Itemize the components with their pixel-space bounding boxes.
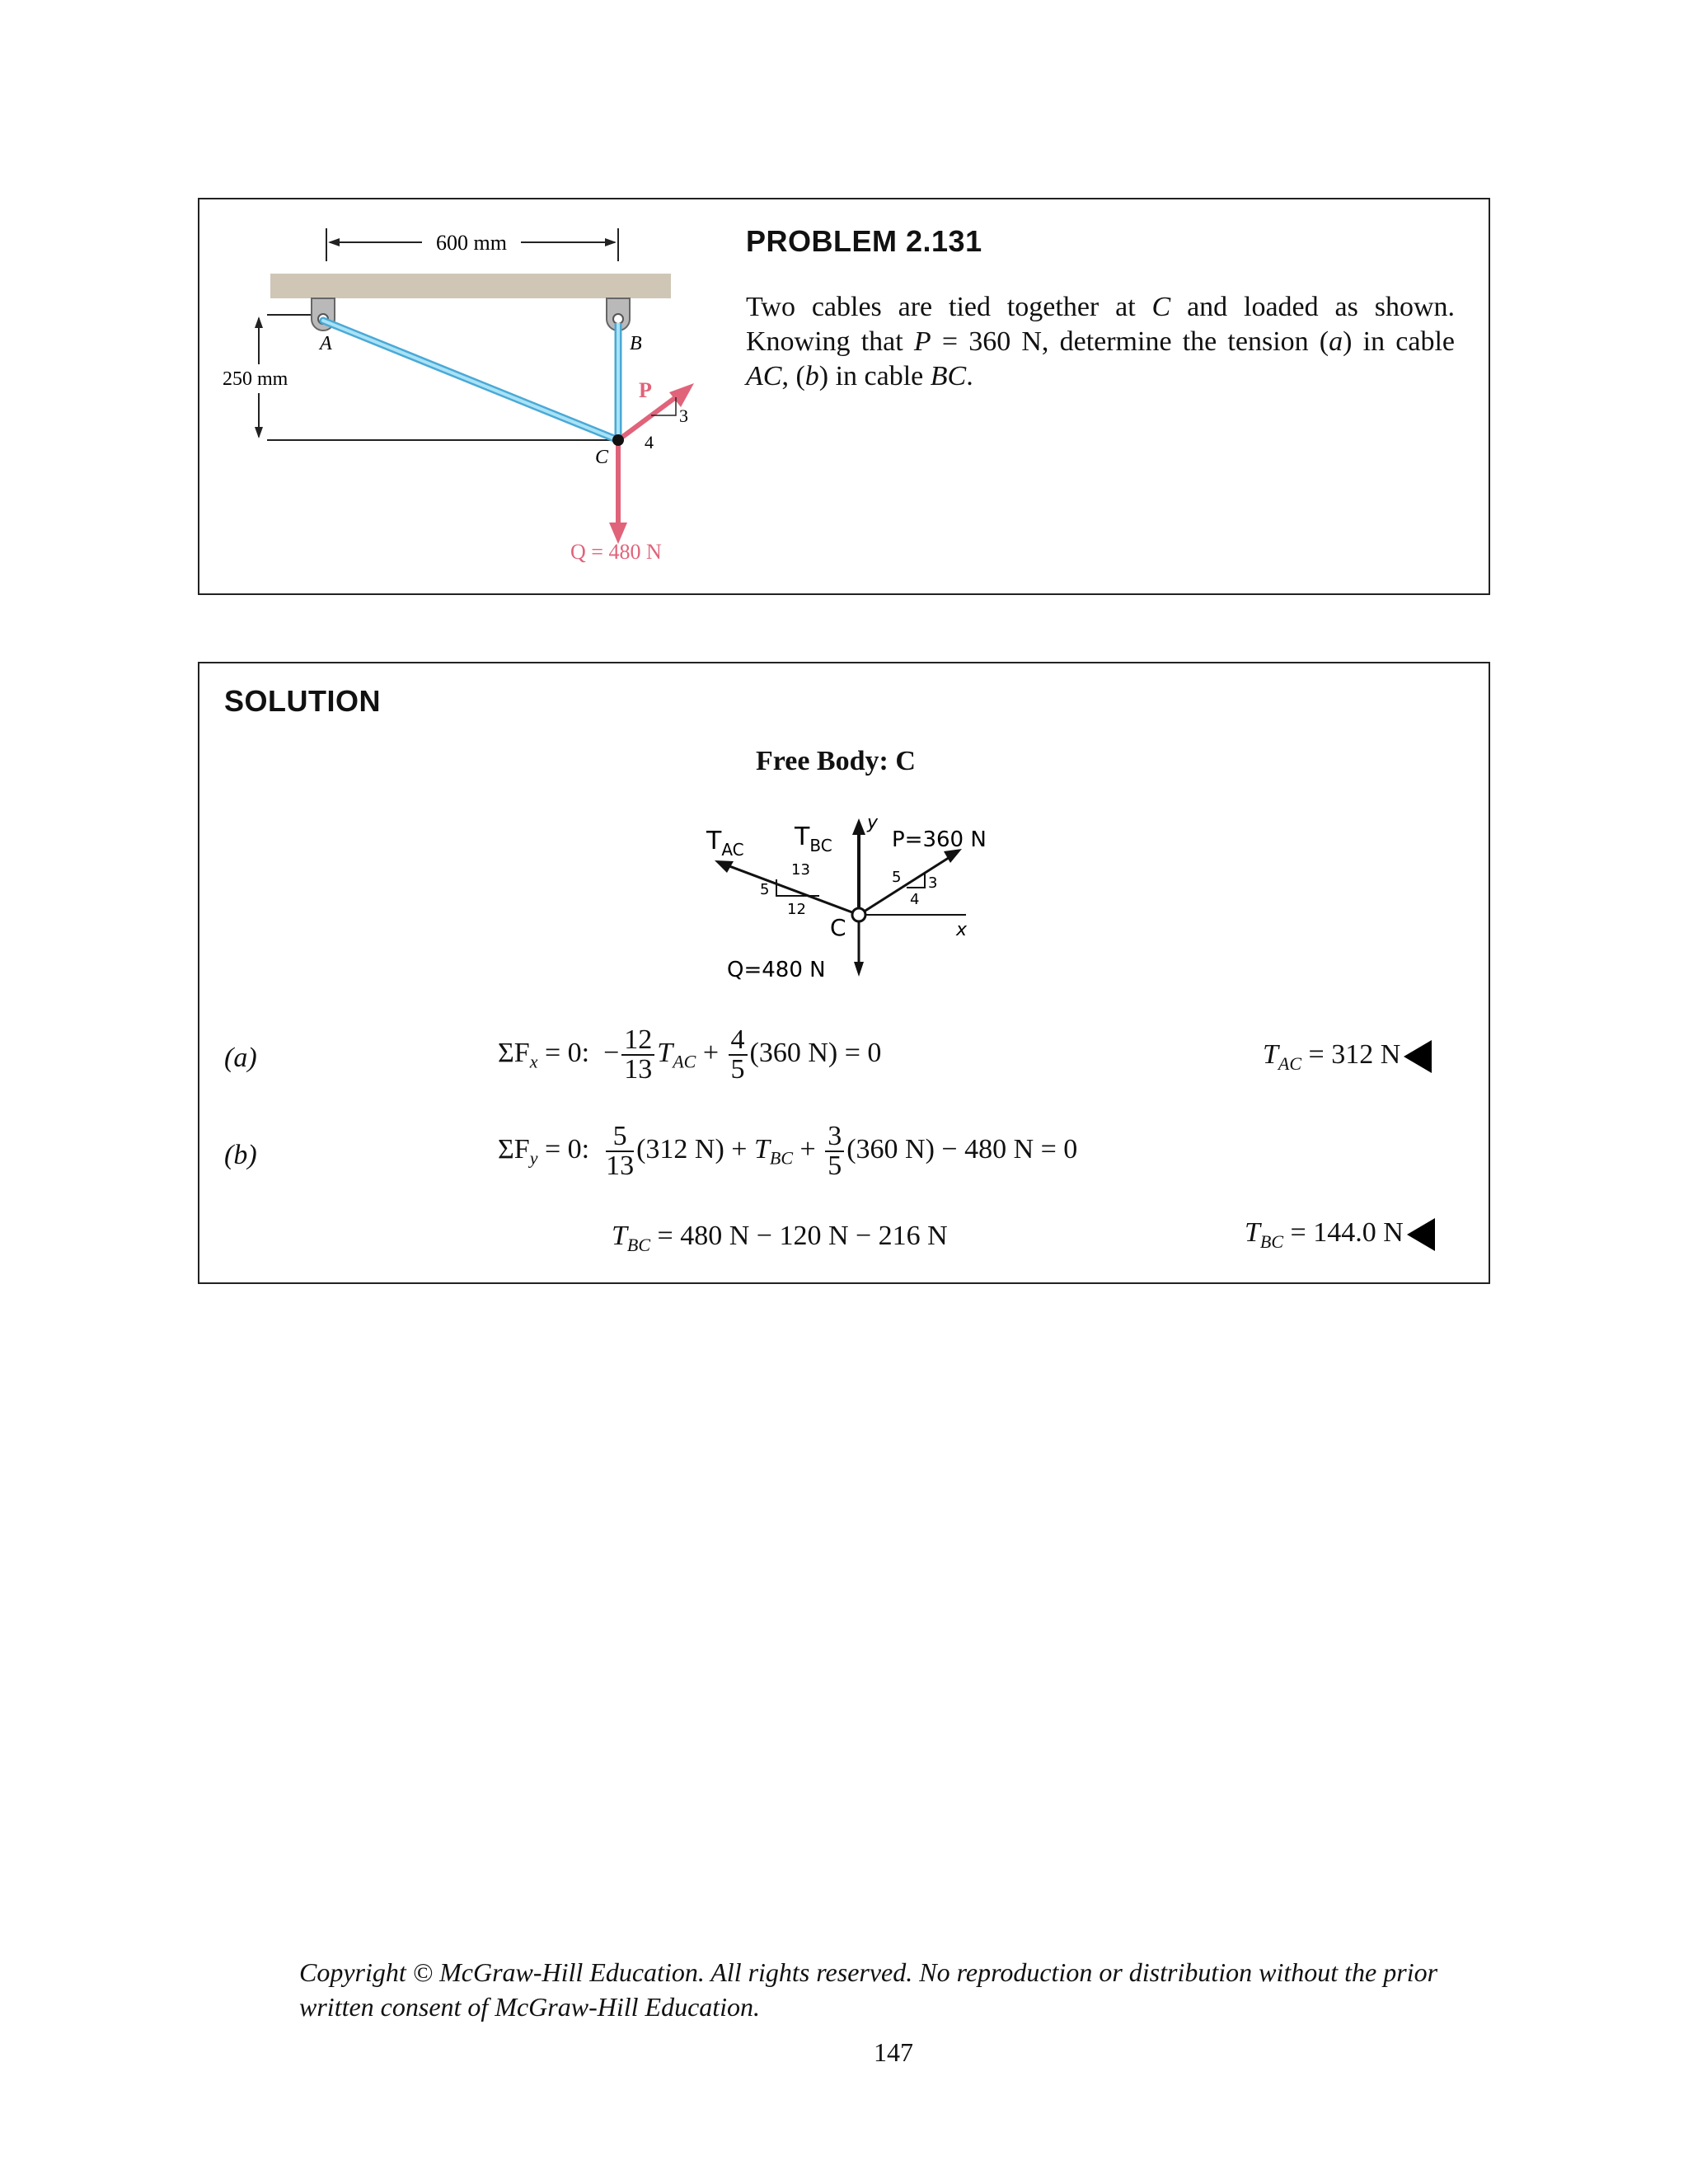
solution-title: SOLUTION [224,684,381,718]
copyright-notice: Copyright © McGraw-Hill Education. All rights reserved. No reproduction or distribution without the prior written consent of McGraw-Hill Education. [299,1957,1438,2022]
label-b: B [630,333,642,354]
fbd-node-c [852,908,865,921]
ceiling-beam [270,274,671,298]
problem-box [198,198,1490,595]
fbd-y-label: y [867,813,879,833]
dim-vertical-label: 250 mm [223,368,288,390]
label-c: C [595,447,609,468]
fbd-p-arrow [859,855,954,915]
part-b-label: (b) [224,1140,257,1170]
label-slope-3: 3 [679,405,688,426]
fbd-x-label: x [956,920,968,940]
fbd-p-label: P=360 N [892,827,987,852]
problem-figure [199,199,710,597]
label-p: P [639,378,652,402]
part-b-answer: $T_{BC} = 144.0$ N [1245,1217,1435,1253]
answer-marker [1404,1040,1432,1073]
label-q: Q = 480 N [570,540,662,564]
part-b-result-line: $T_{BC} = 480$ N − 120 N − 216 N [612,1221,948,1255]
fbd-p-slope-4: 4 [910,891,920,908]
fbd-tbc-label: $T_{BC}$ [795,823,832,855]
fbd-slope-13: 13 [791,861,810,879]
free-body-diagram [199,663,1492,1010]
part-a-equation: $\Sigma F_x = 0$: − $\frac{12}{13}$ $T_{AC}$ + $\frac{4}{5}$ (360 N) = 0 [498,1024,882,1085]
part-a-label: (a) [224,1043,257,1073]
fbd-slope-5: 5 [760,881,770,898]
part-b-equation: $\Sigma F_y = 0$: $\frac{5}{13}$ (312 $N) + T_{BC}$ + $\frac{3}{5}$ (360 N) − 480 N = 0 [498,1121,1078,1181]
problem-title: PROBLEM 2.131 [746,224,982,258]
answer-marker [1407,1218,1435,1251]
solution-box [198,662,1490,1284]
fbd-p-slope-5: 5 [892,869,902,886]
part-a-answer: $T_{AC} = 312$ N [1263,1039,1432,1075]
label-a: A [320,333,332,354]
fbd-title: Free Body: C [756,746,916,776]
page-number: 147 [874,2037,913,2067]
fbd-p-slope-3: 3 [928,874,938,892]
problem-statement: Two cables are tied together at C and loaded as shown. Knowing that P = 360 N, determine the tension (a) in cable AC, (b) in cable BC. [746,292,1455,391]
fbd-slope-12: 12 [787,901,806,918]
fbd-c-label: C [830,914,846,941]
fbd-tac-label: $T_{AC}$ [706,827,744,860]
point-c-dot [612,434,624,446]
dim-horizontal-label: 600 mm [436,231,507,255]
label-slope-4: 4 [645,432,654,452]
fbd-q-label: Q=480 N [727,958,826,982]
